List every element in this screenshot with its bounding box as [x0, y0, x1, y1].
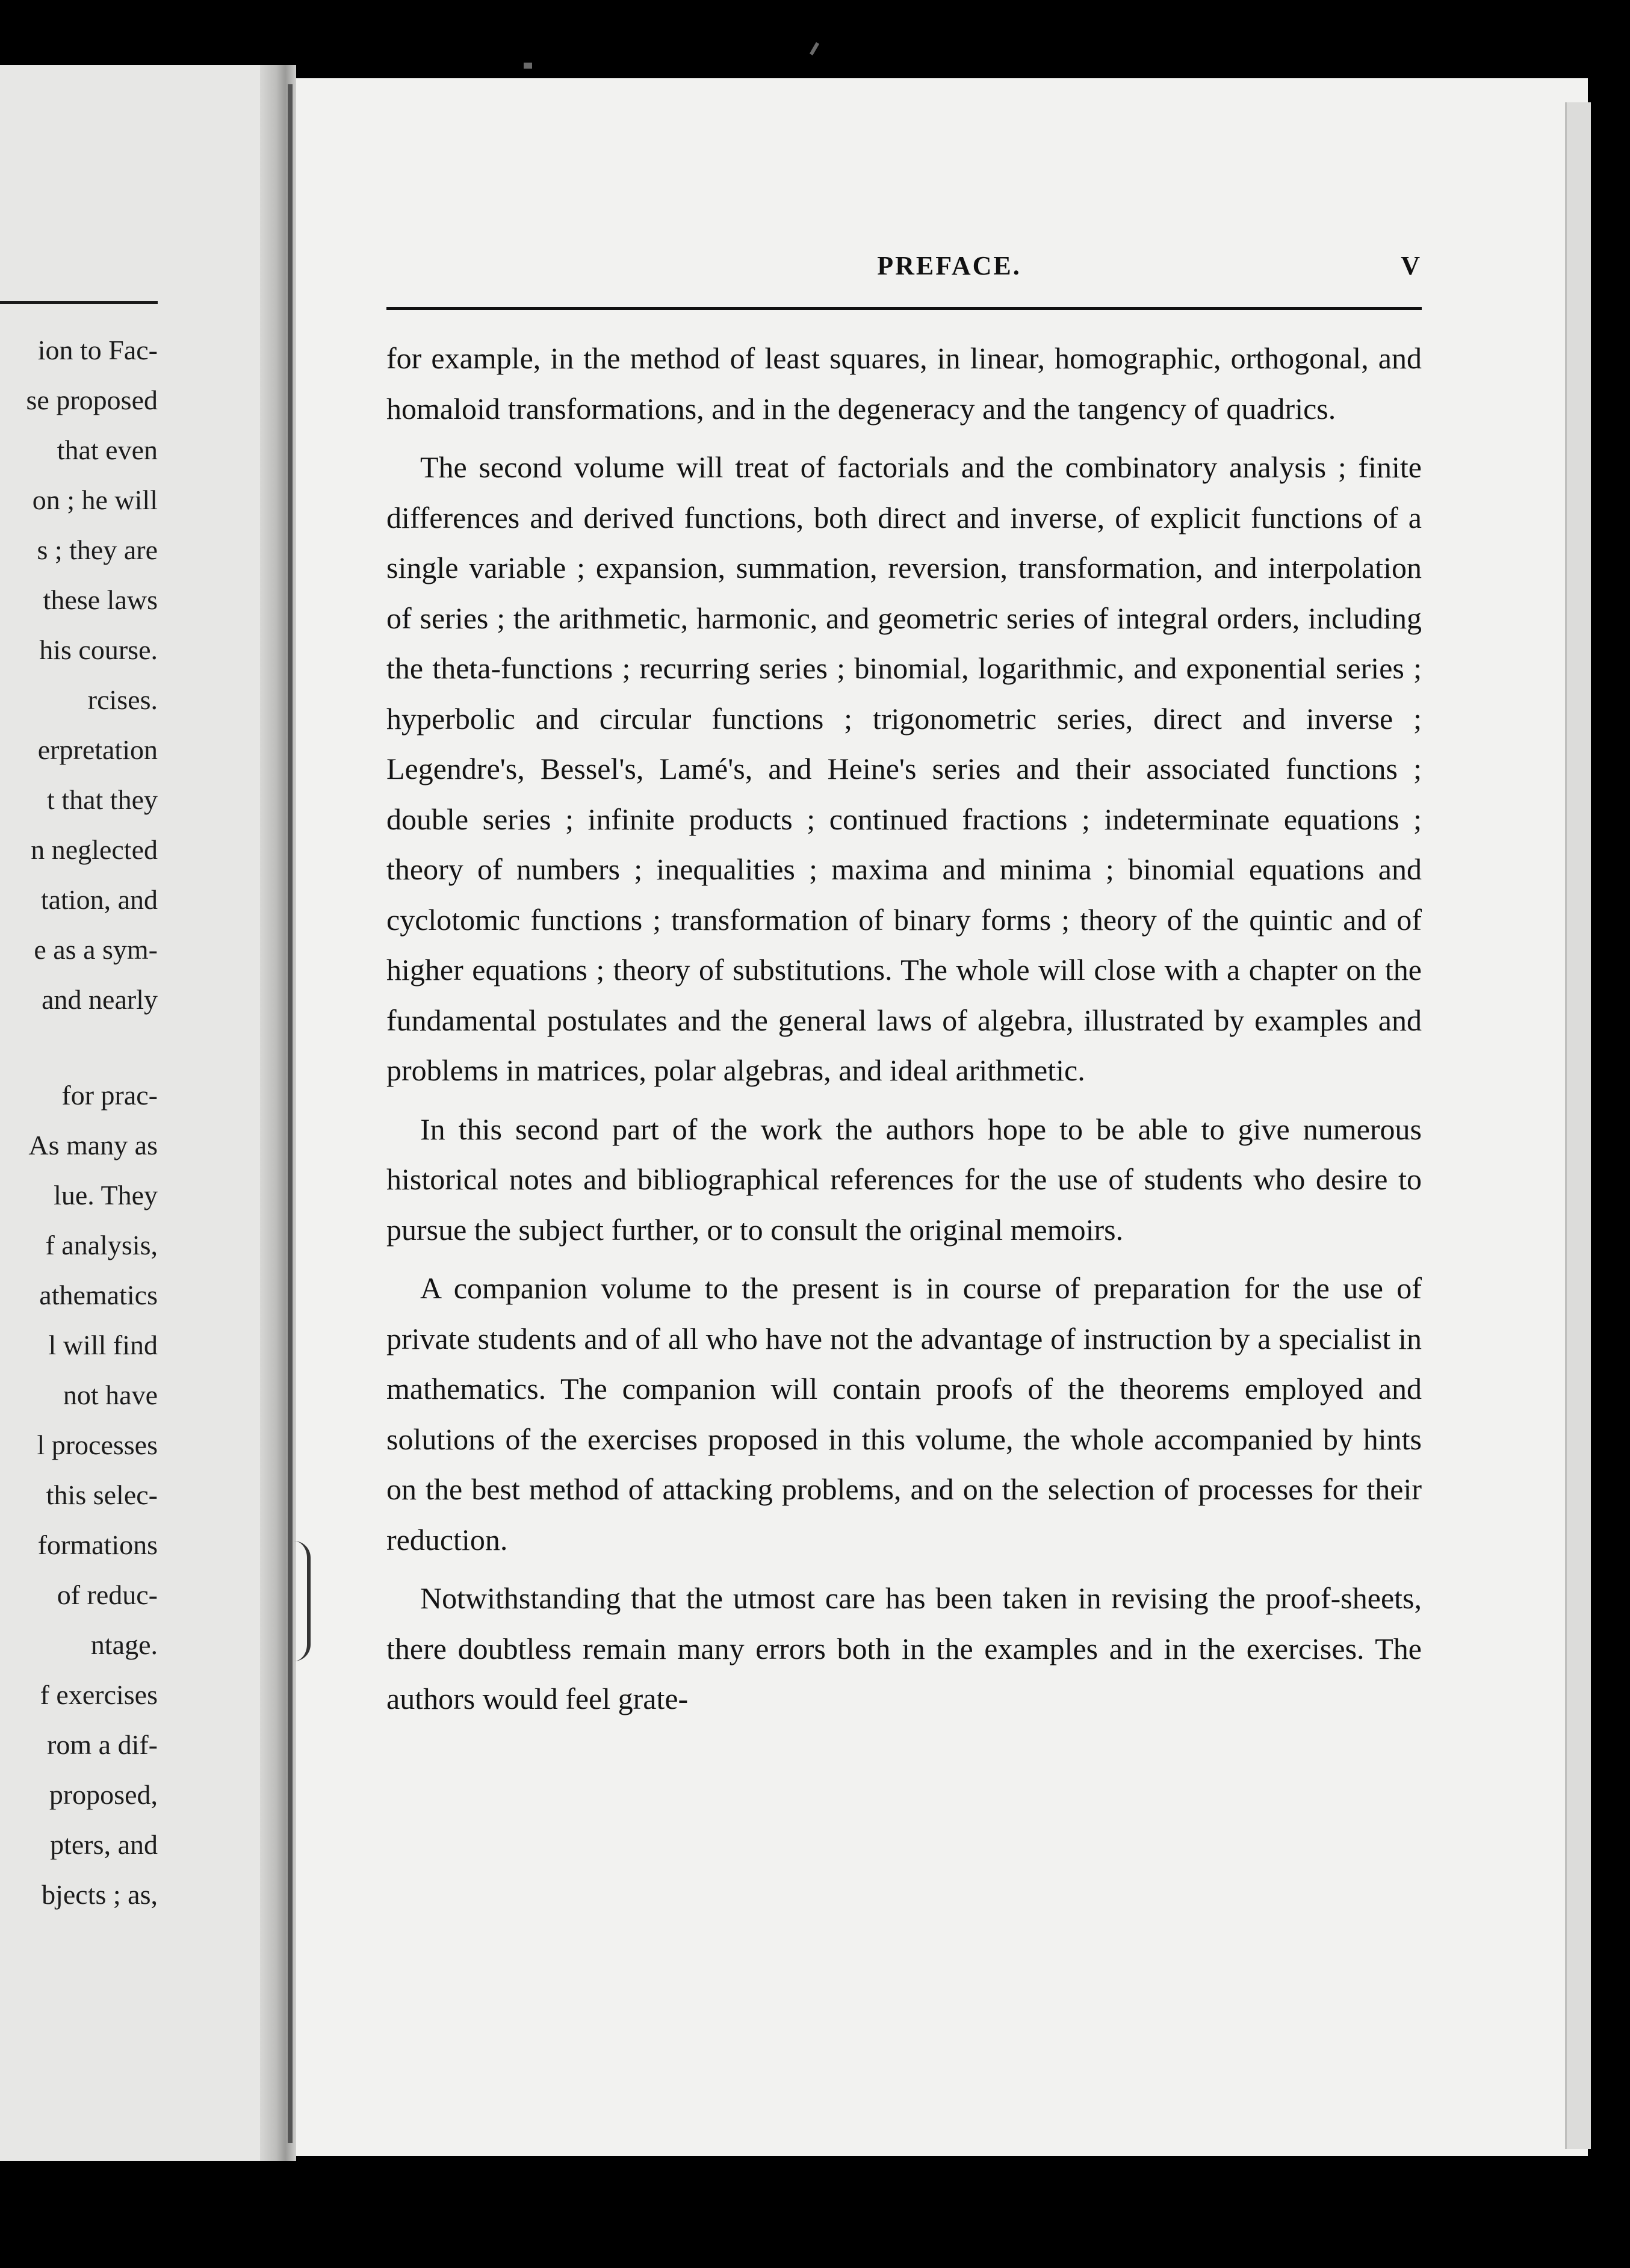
left-line: bjects ; as,	[42, 1879, 158, 1910]
left-line: athematics	[39, 1280, 158, 1310]
running-head	[386, 250, 1422, 293]
left-line: ntage.	[90, 1629, 158, 1660]
left-line: se proposed	[26, 385, 158, 415]
body-text	[386, 333, 1422, 1733]
page-edge-shadow	[1565, 102, 1591, 2149]
left-line-gap	[0, 1024, 158, 1070]
left-line: proposed,	[49, 1779, 158, 1810]
left-line: f exercises	[40, 1679, 158, 1710]
left-line: not have	[63, 1380, 158, 1410]
left-line: e as a sym-	[34, 934, 158, 965]
paragraph: Notwithstanding that the utmost care has been taken in revising the proof-sheets, there doubtless remain many errors both in the examples and in the exercises. The authors would feel grate-	[386, 1581, 1422, 1715]
left-line: rom a dif-	[47, 1729, 158, 1760]
scan-speck	[810, 42, 819, 55]
scan-speck	[524, 63, 532, 69]
left-line: s ; they are	[37, 534, 158, 565]
left-line: on ; he will	[32, 485, 158, 515]
left-line: of reduc-	[57, 1579, 158, 1610]
left-line: rcises.	[87, 684, 158, 715]
left-line: pters, and	[50, 1829, 158, 1860]
paragraph: for example, in the method of least squares, in linear, homographic, orthogonal, and homaloid transformations, and in the degeneracy and the tangency of quadrics.	[386, 341, 1422, 426]
right-page	[296, 78, 1588, 2156]
left-line: t that they	[47, 784, 158, 815]
margin-bracket-mark	[294, 1541, 311, 1661]
page-number: V	[1401, 251, 1422, 280]
gutter-shadow-line	[288, 84, 293, 2143]
left-line: ion to Fac-	[37, 335, 158, 365]
left-page-text	[0, 325, 158, 1919]
left-line: As many as	[28, 1130, 158, 1160]
left-line: formations	[37, 1529, 158, 1560]
running-head-title: PREFACE.	[877, 251, 1021, 280]
left-line: and nearly	[42, 984, 158, 1015]
paragraph: A companion volume to the present is in course of preparation for the use of private students and of all who have not the advantage of instruction by a specialist in mathematics. The companion will contain proofs of the theorems employed and solutions of the exercises proposed in this volume, the whole accompanied by hints on the best method of attacking problems, and on the selection of processes for their reduction.	[386, 1271, 1422, 1557]
left-facing-page	[0, 65, 278, 2161]
paragraph: The second volume will treat of factorials and the combinatory analysis ; finite differences and derived functions, both direct and inverse, of explicit functions of a single variable ; expansion, summation, reversion, transformation, and interpolation of series ; the arithmetic, harmonic, and geometric series of integral orders, including the theta-functions ; recurring series ; binomial, logarithmic, and exponential series ; hyperbolic and circular functions ; trigonometric series, direct and inverse ; Legendre's, Bessel's, Lamé's, and Heine's series and their associated functions ; double series ; infinite products ; continued fractions ; indeterminate equations ; theory of numbers ; inequalities ; maxima and minima ; binomial equations and cyclotomic functions ; transformation of binary forms ; theory of the quintic and of higher equations ; theory of substitutions. The whole will close with a chapter on the fundamental postulates and the general laws of algebra, illustrated by examples and problems in matrices, polar algebras, and ideal arithmetic.	[386, 450, 1422, 1087]
left-line: l will find	[48, 1330, 158, 1360]
left-line: f analysis,	[45, 1230, 158, 1260]
left-line: lue. They	[54, 1180, 158, 1210]
left-line: this selec-	[46, 1479, 158, 1510]
left-line: that even	[57, 435, 158, 465]
left-line: his course.	[39, 634, 158, 665]
paragraph: In this second part of the work the authors hope to be able to give numerous historical notes and bibliographical references for the use of students who desire to pursue the subject further, or to consult the original memoirs.	[386, 1112, 1422, 1247]
left-page-head-rule	[0, 301, 158, 304]
head-rule	[386, 307, 1422, 310]
left-line: these laws	[43, 584, 158, 615]
left-line: erpretation	[37, 734, 158, 765]
left-line: tation, and	[40, 884, 158, 915]
left-line: l processes	[37, 1430, 158, 1460]
left-line: n neglected	[31, 834, 158, 865]
left-line: for prac-	[61, 1080, 158, 1111]
